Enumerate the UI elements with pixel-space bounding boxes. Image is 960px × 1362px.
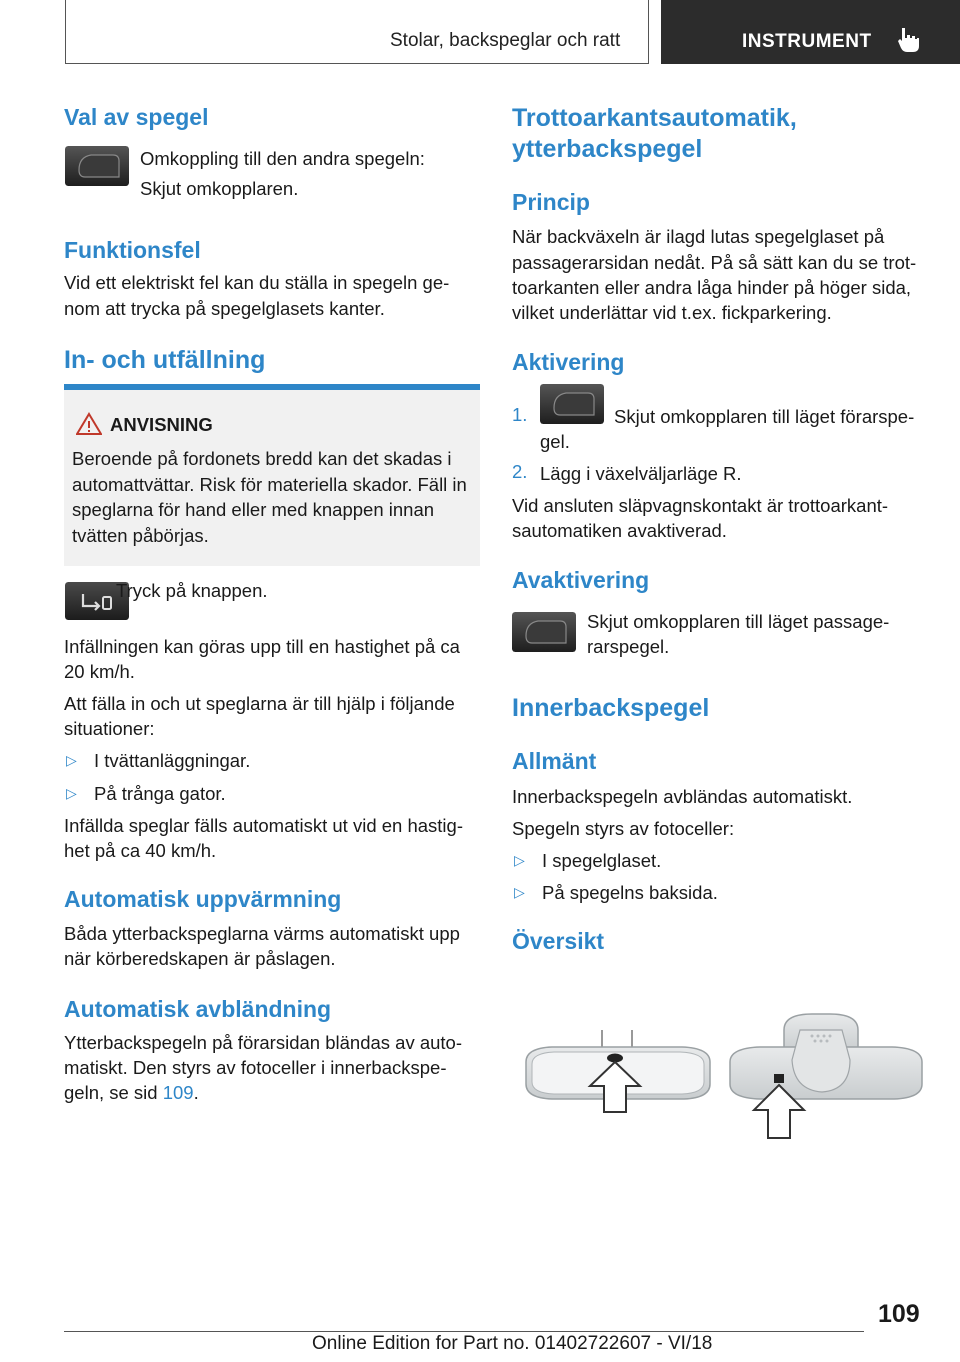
heading-uppvarmning: Automatisk uppvärmning: [64, 886, 342, 912]
notice-bar: [64, 384, 480, 390]
heading-avblandning: Automatisk avbländning: [64, 996, 332, 1022]
notice-line: automattvättar. Risk för materiella skador. Fäll in: [72, 473, 467, 495]
text-princip-3: toarkanten eller andra låga hinder på höger sida,: [512, 277, 912, 298]
text-step2: Lägg i växelväljarläge R.: [540, 463, 742, 484]
text-infallning-2: 20 km/h.: [64, 661, 135, 682]
header-underline: [65, 63, 649, 64]
hand-pointer-icon: [897, 26, 921, 59]
text-uppvarmning-1: Båda ytterbackspeglarna värms automatiskt upp: [64, 923, 460, 944]
text-avblandning-1: Ytterbackspegeln på förarsidan bländas av auto-: [64, 1032, 463, 1053]
header-divider-mid: [648, 0, 649, 64]
notice-line: Beroende på fordonets bredd kan det skadas i: [72, 448, 452, 469]
heading-in-utfallning: In- och utfällning: [64, 346, 266, 374]
footer-divider: [64, 1331, 864, 1332]
heading-trottoar-2: ytterbackspegel: [512, 135, 703, 163]
text-skjut: Skjut omkopplaren.: [140, 178, 299, 199]
heading-trottoar-1: Trottoarkantsautomatik,: [512, 104, 797, 132]
text-avaktivering-2: rarspegel.: [587, 636, 670, 657]
heading-funktionsfel: Funktionsfel: [64, 237, 201, 263]
text-funktionsfel-1: Vid ett elektriskt fel kan du ställa in spegeln ge-: [64, 272, 450, 293]
mirror-switch-image: [512, 612, 576, 652]
page-link-109[interactable]: 109: [162, 1082, 194, 1103]
heading-oversikt: Översikt: [512, 928, 605, 954]
text-slapvagn-1: Vid ansluten släpvagnskontakt är trottoarkant-: [512, 495, 889, 516]
heading-innerbackspegel: Innerbackspegel: [512, 694, 710, 722]
bullet-triangle-icon: ▷: [66, 785, 77, 801]
text-allmant-1: Innerbackspegeln avbländas automatiskt.: [512, 786, 853, 807]
notice-line: tvätten påbörjas.: [72, 524, 209, 546]
heading-val-av-spegel: Val av spegel: [64, 104, 209, 130]
header-section-title: Stolar, backspeglar och ratt: [390, 30, 621, 51]
header-divider-left: [65, 0, 66, 64]
bullet-triangle-icon: ▷: [514, 884, 525, 900]
text-allmant-2: Spegeln styrs av fotoceller:: [512, 818, 735, 839]
footer-edition: Online Edition for Part no. 01402722607 - VI/18: [312, 1333, 713, 1354]
text-tryck: Tryck på knappen.: [116, 580, 268, 601]
text-omkoppling: Omkoppling till den andra spegeln:: [140, 148, 425, 169]
text-avaktivering-1: Skjut omkopplaren till läget passage-: [587, 611, 890, 632]
text-step1-b: gel.: [540, 431, 570, 452]
bullet-triangle-icon: ▷: [66, 752, 77, 768]
text-funktionsfel-2: nom att trycka på spegelglasets kanter.: [64, 298, 385, 319]
text-princip-2: passagerarsidan nedåt. På så sätt kan du se trot-: [512, 252, 917, 273]
text-falla-2: situationer:: [64, 718, 155, 739]
text-avblandning-2: matiskt. Den styrs av fotoceller i innerbackspe-: [64, 1057, 447, 1078]
heading-allmant: Allmänt: [512, 748, 597, 774]
header-tab-label: INSTRUMENT: [742, 31, 872, 52]
heading-avaktivering: Avaktivering: [512, 567, 650, 593]
text-slapvagn-2: sautomatiken avaktiverad.: [512, 520, 727, 541]
text-infallda-2: het på ca 40 km/h.: [64, 840, 217, 861]
text-avblandning-3: geln, se sid 109.: [64, 1082, 199, 1103]
text-falla-1: Att fälla in och ut speglarna är till hjälp i följande: [64, 693, 455, 714]
step-number: 1.: [512, 404, 528, 425]
header-tab-instrument[interactable]: [661, 0, 960, 64]
text-princip-1: När backväxeln är ilagd lutas spegelglaset på: [512, 226, 885, 247]
mirror-switch-image: [65, 146, 129, 186]
text-princip-4: vilket underlättar vid t.ex. fickparkering.: [512, 302, 832, 323]
text-infallning-1: Infällningen kan göras upp till en hastighet på ca: [64, 636, 460, 657]
text-step1-a: Skjut omkopplaren till läget förarspe-: [614, 406, 915, 427]
mirror-switch-image: [540, 384, 604, 424]
page-number: 109: [878, 1300, 920, 1328]
notice-line: speglarna för hand eller med knappen innan: [72, 499, 435, 520]
heading-princip: Princip: [512, 189, 590, 215]
bullet-triangle-icon: ▷: [514, 852, 525, 868]
notice-title: ANVISNING: [110, 414, 213, 435]
warning-icon: [76, 412, 102, 441]
heading-aktivering: Aktivering: [512, 349, 625, 375]
notice-box: [64, 384, 480, 566]
mirror-overview-illustration: [512, 1000, 932, 1150]
text-uppvarmning-2: när körberedskapen är påslagen.: [64, 948, 336, 969]
step-number: 2.: [512, 461, 528, 482]
text-infallda-1: Infällda speglar fälls automatiskt ut vid en hastig-: [64, 815, 463, 836]
notice-body: [72, 446, 476, 548]
